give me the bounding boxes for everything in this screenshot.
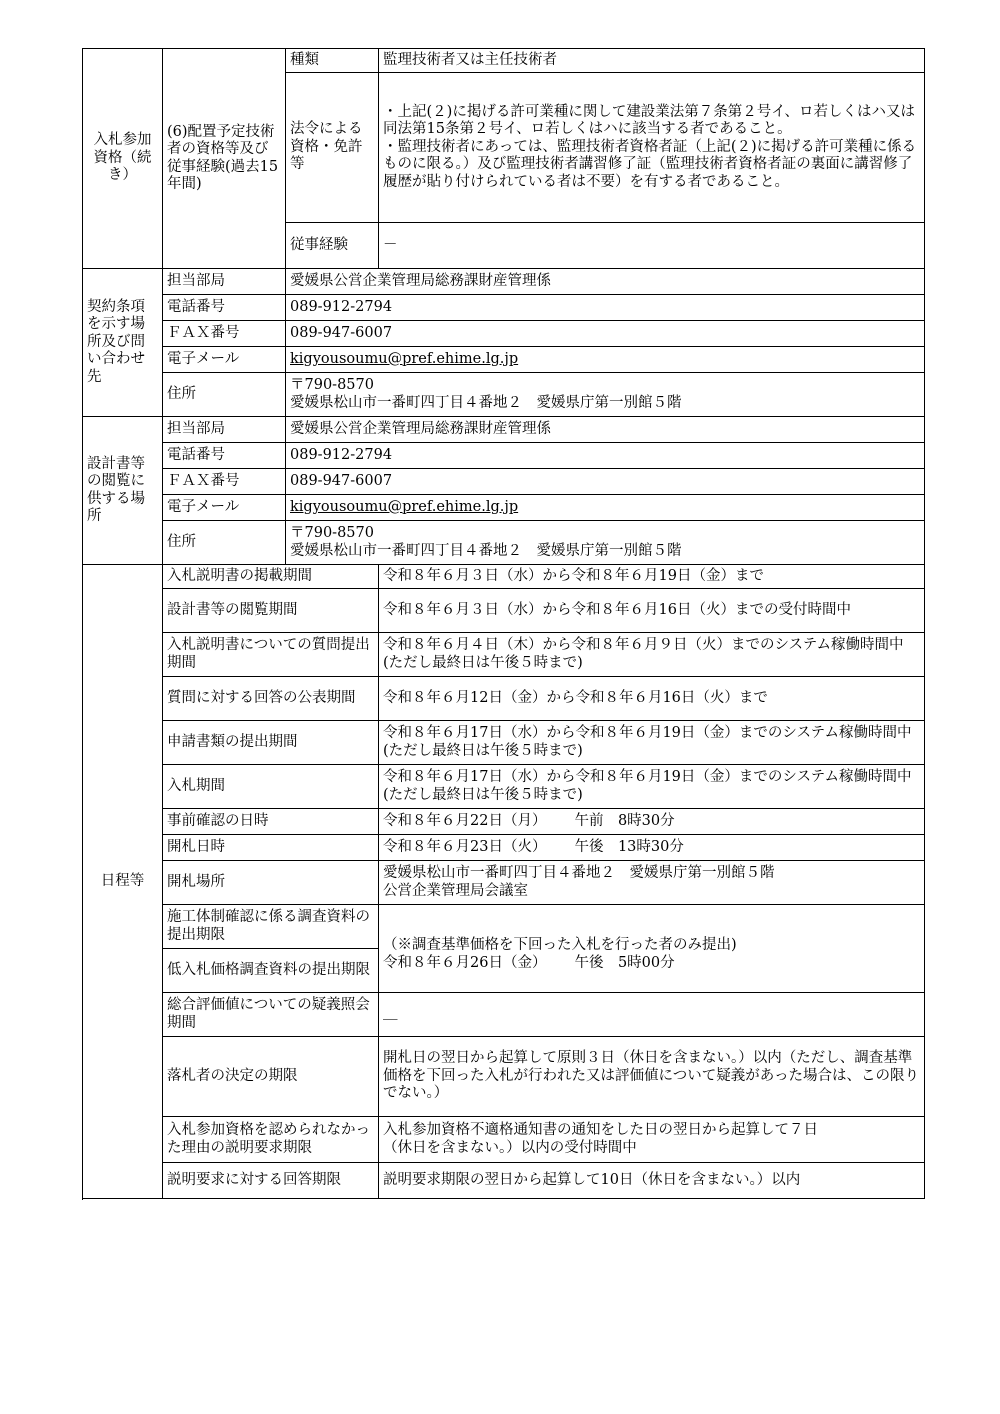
label-phone: 電話番号 <box>163 443 286 469</box>
value-answer-deadline: 説明要求期限の翌日から起算して10日（休日を含まない。）以内 <box>379 1163 925 1199</box>
label-email: 電子メール <box>163 347 286 373</box>
address-line: 愛媛県松山市一番町四丁目４番地２ 愛媛県庁第一別館５階 <box>290 394 682 411</box>
label-design-viewing: 設計書等の閲覧期間 <box>163 589 379 633</box>
opening-place-line-2: 公営企業管理局会議室 <box>383 882 528 899</box>
label-bid-period: 入札期間 <box>163 765 379 809</box>
address-postal: 〒790-8570 <box>290 377 374 394</box>
section-qualification: 入札参加資格（続き） <box>83 49 163 269</box>
explanation-request-line-1: 入札参加資格不適格通知書の通知をした日の翌日から起算して７日 <box>383 1122 818 1139</box>
label-address: 住所 <box>163 373 286 417</box>
notice-table <box>82 48 925 1199</box>
label-type: 種類 <box>286 49 379 73</box>
survey-datetime <box>383 955 920 972</box>
section-contract-contact: 契約条項を示す場所及び問い合わせ先 <box>83 269 163 417</box>
email-link[interactable]: kigyousoumu@pref.ehime.lg.jp <box>290 350 519 367</box>
email-link[interactable]: kigyousoumu@pref.ehime.lg.jp <box>290 498 519 515</box>
address-postal: 〒790-8570 <box>290 525 374 542</box>
label-address: 住所 <box>163 521 286 565</box>
value-evaluation-inquiry: ＿ <box>379 993 925 1037</box>
value-experience: － <box>379 223 925 269</box>
value-address <box>286 521 925 565</box>
value-opening-place <box>379 861 925 905</box>
value-phone: 089-912-2794 <box>286 443 925 469</box>
value-application-period: 令和８年６月17日（水）から令和８年６月19日（金）までのシステム稼働時間中(ただし最終日は午後５時まで) <box>379 721 925 765</box>
value-survey-deadline <box>379 905 925 993</box>
value-license <box>379 73 925 223</box>
label-explanation-request: 入札参加資格を認められなかった理由の説明要求期限 <box>163 1117 379 1163</box>
value-design-viewing: 令和８年６月３日（水）から令和８年６月16日（火）までの受付時間中 <box>379 589 925 633</box>
value-pre-check <box>379 809 925 835</box>
value-phone: 089-912-2794 <box>286 295 925 321</box>
survey-time: 午後 5時00分 <box>574 954 675 971</box>
survey-note: （※調査基準価格を下回った入札を行った者のみ提出) <box>383 937 737 954</box>
section-design-docs: 設計書等の閲覧に供する場所 <box>83 417 163 565</box>
label-explanation-posting: 入札説明書の掲載期間 <box>163 565 379 589</box>
license-line-1: ・上記(２)に掲げる許可業種に関して建設業法第７条第２号イ、ロ若しくはハ又は同法第15条第２号イ、ロ若しくはハに該当する者であること。 <box>383 104 916 138</box>
pre-check-date: 令和８年６月22日（月） <box>383 812 547 829</box>
explanation-request-line-2: （休日を含まない。）以内の受付時間中 <box>383 1139 637 1156</box>
subsection-engineer-qualification: (6)配置予定技術者の資格等及び従事経験(過去15年間) <box>163 49 286 269</box>
value-dept: 愛媛県公営企業管理局総務課財産管理係 <box>286 417 925 443</box>
opening-date: 令和８年６月23日（火） <box>383 838 547 855</box>
opening-time: 午後 13時30分 <box>574 838 684 855</box>
label-answer-deadline: 説明要求に対する回答期限 <box>163 1163 379 1199</box>
label-construction-check-deadline: 施工体制確認に係る調査資料の提出期限 <box>163 905 379 949</box>
value-type: 監理技術者又は主任技術者 <box>379 49 925 73</box>
label-question-period: 入札説明書についての質問提出期間 <box>163 633 379 677</box>
section-schedule: 日程等 <box>83 565 163 1199</box>
pre-check-time: 午前 8時30分 <box>574 812 675 829</box>
label-fax: ＦＡＸ番号 <box>163 321 286 347</box>
value-dept: 愛媛県公営企業管理局総務課財産管理係 <box>286 269 925 295</box>
value-question-period: 令和８年６月４日（木）から令和８年６月９日（火）までのシステム稼働時間中(ただし最終日は午後５時まで) <box>379 633 925 677</box>
survey-date: 令和８年６月26日（金） <box>383 954 547 971</box>
license-line-2: ・監理技術者にあっては、監理技術者資格者証（上記(２)に掲げる許可業種に係るものに限る。）及び監理技術者講習修了証（監理技術者資格者証の裏面に講習修了履歴が貼り付けられている者は不要）を有する者であること。 <box>383 138 917 190</box>
value-opening-datetime <box>379 835 925 861</box>
value-award-deadline: 開札日の翌日から起算して原則３日（休日を含まない。）以内（ただし、調査基準価格を下回った入札が行われた又は評価値について疑義があった場合は、この限りでない。） <box>379 1037 925 1117</box>
label-dept: 担当部局 <box>163 417 286 443</box>
label-application-period: 申請書類の提出期間 <box>163 721 379 765</box>
value-address <box>286 373 925 417</box>
label-opening-place: 開札場所 <box>163 861 379 905</box>
value-answer-period: 令和８年６月12日（金）から令和８年６月16日（火）まで <box>379 677 925 721</box>
label-fax: ＦＡＸ番号 <box>163 469 286 495</box>
address-line: 愛媛県松山市一番町四丁目４番地２ 愛媛県庁第一別館５階 <box>290 542 682 559</box>
value-fax: 089-947-6007 <box>286 321 925 347</box>
value-explanation-posting: 令和８年６月３日（水）から令和８年６月19日（金）まで <box>379 565 925 589</box>
label-low-bid-deadline: 低入札価格調査資料の提出期限 <box>163 949 379 993</box>
label-opening-datetime: 開札日時 <box>163 835 379 861</box>
label-experience: 従事経験 <box>286 223 379 269</box>
label-pre-check: 事前確認の日時 <box>163 809 379 835</box>
label-evaluation-inquiry: 総合評価値についての疑義照会期間 <box>163 993 379 1037</box>
value-explanation-request <box>379 1117 925 1163</box>
label-dept: 担当部局 <box>163 269 286 295</box>
label-license: 法令による資格・免許等 <box>286 73 379 223</box>
value-bid-period: 令和８年６月17日（水）から令和８年６月19日（金）までのシステム稼働時間中(ただし最終日は午後５時まで) <box>379 765 925 809</box>
opening-place-line-1: 愛媛県松山市一番町四丁目４番地２ 愛媛県庁第一別館５階 <box>383 865 775 882</box>
value-fax: 089-947-6007 <box>286 469 925 495</box>
label-phone: 電話番号 <box>163 295 286 321</box>
label-answer-period: 質問に対する回答の公表期間 <box>163 677 379 721</box>
label-email: 電子メール <box>163 495 286 521</box>
label-award-deadline: 落札者の決定の期限 <box>163 1037 379 1117</box>
